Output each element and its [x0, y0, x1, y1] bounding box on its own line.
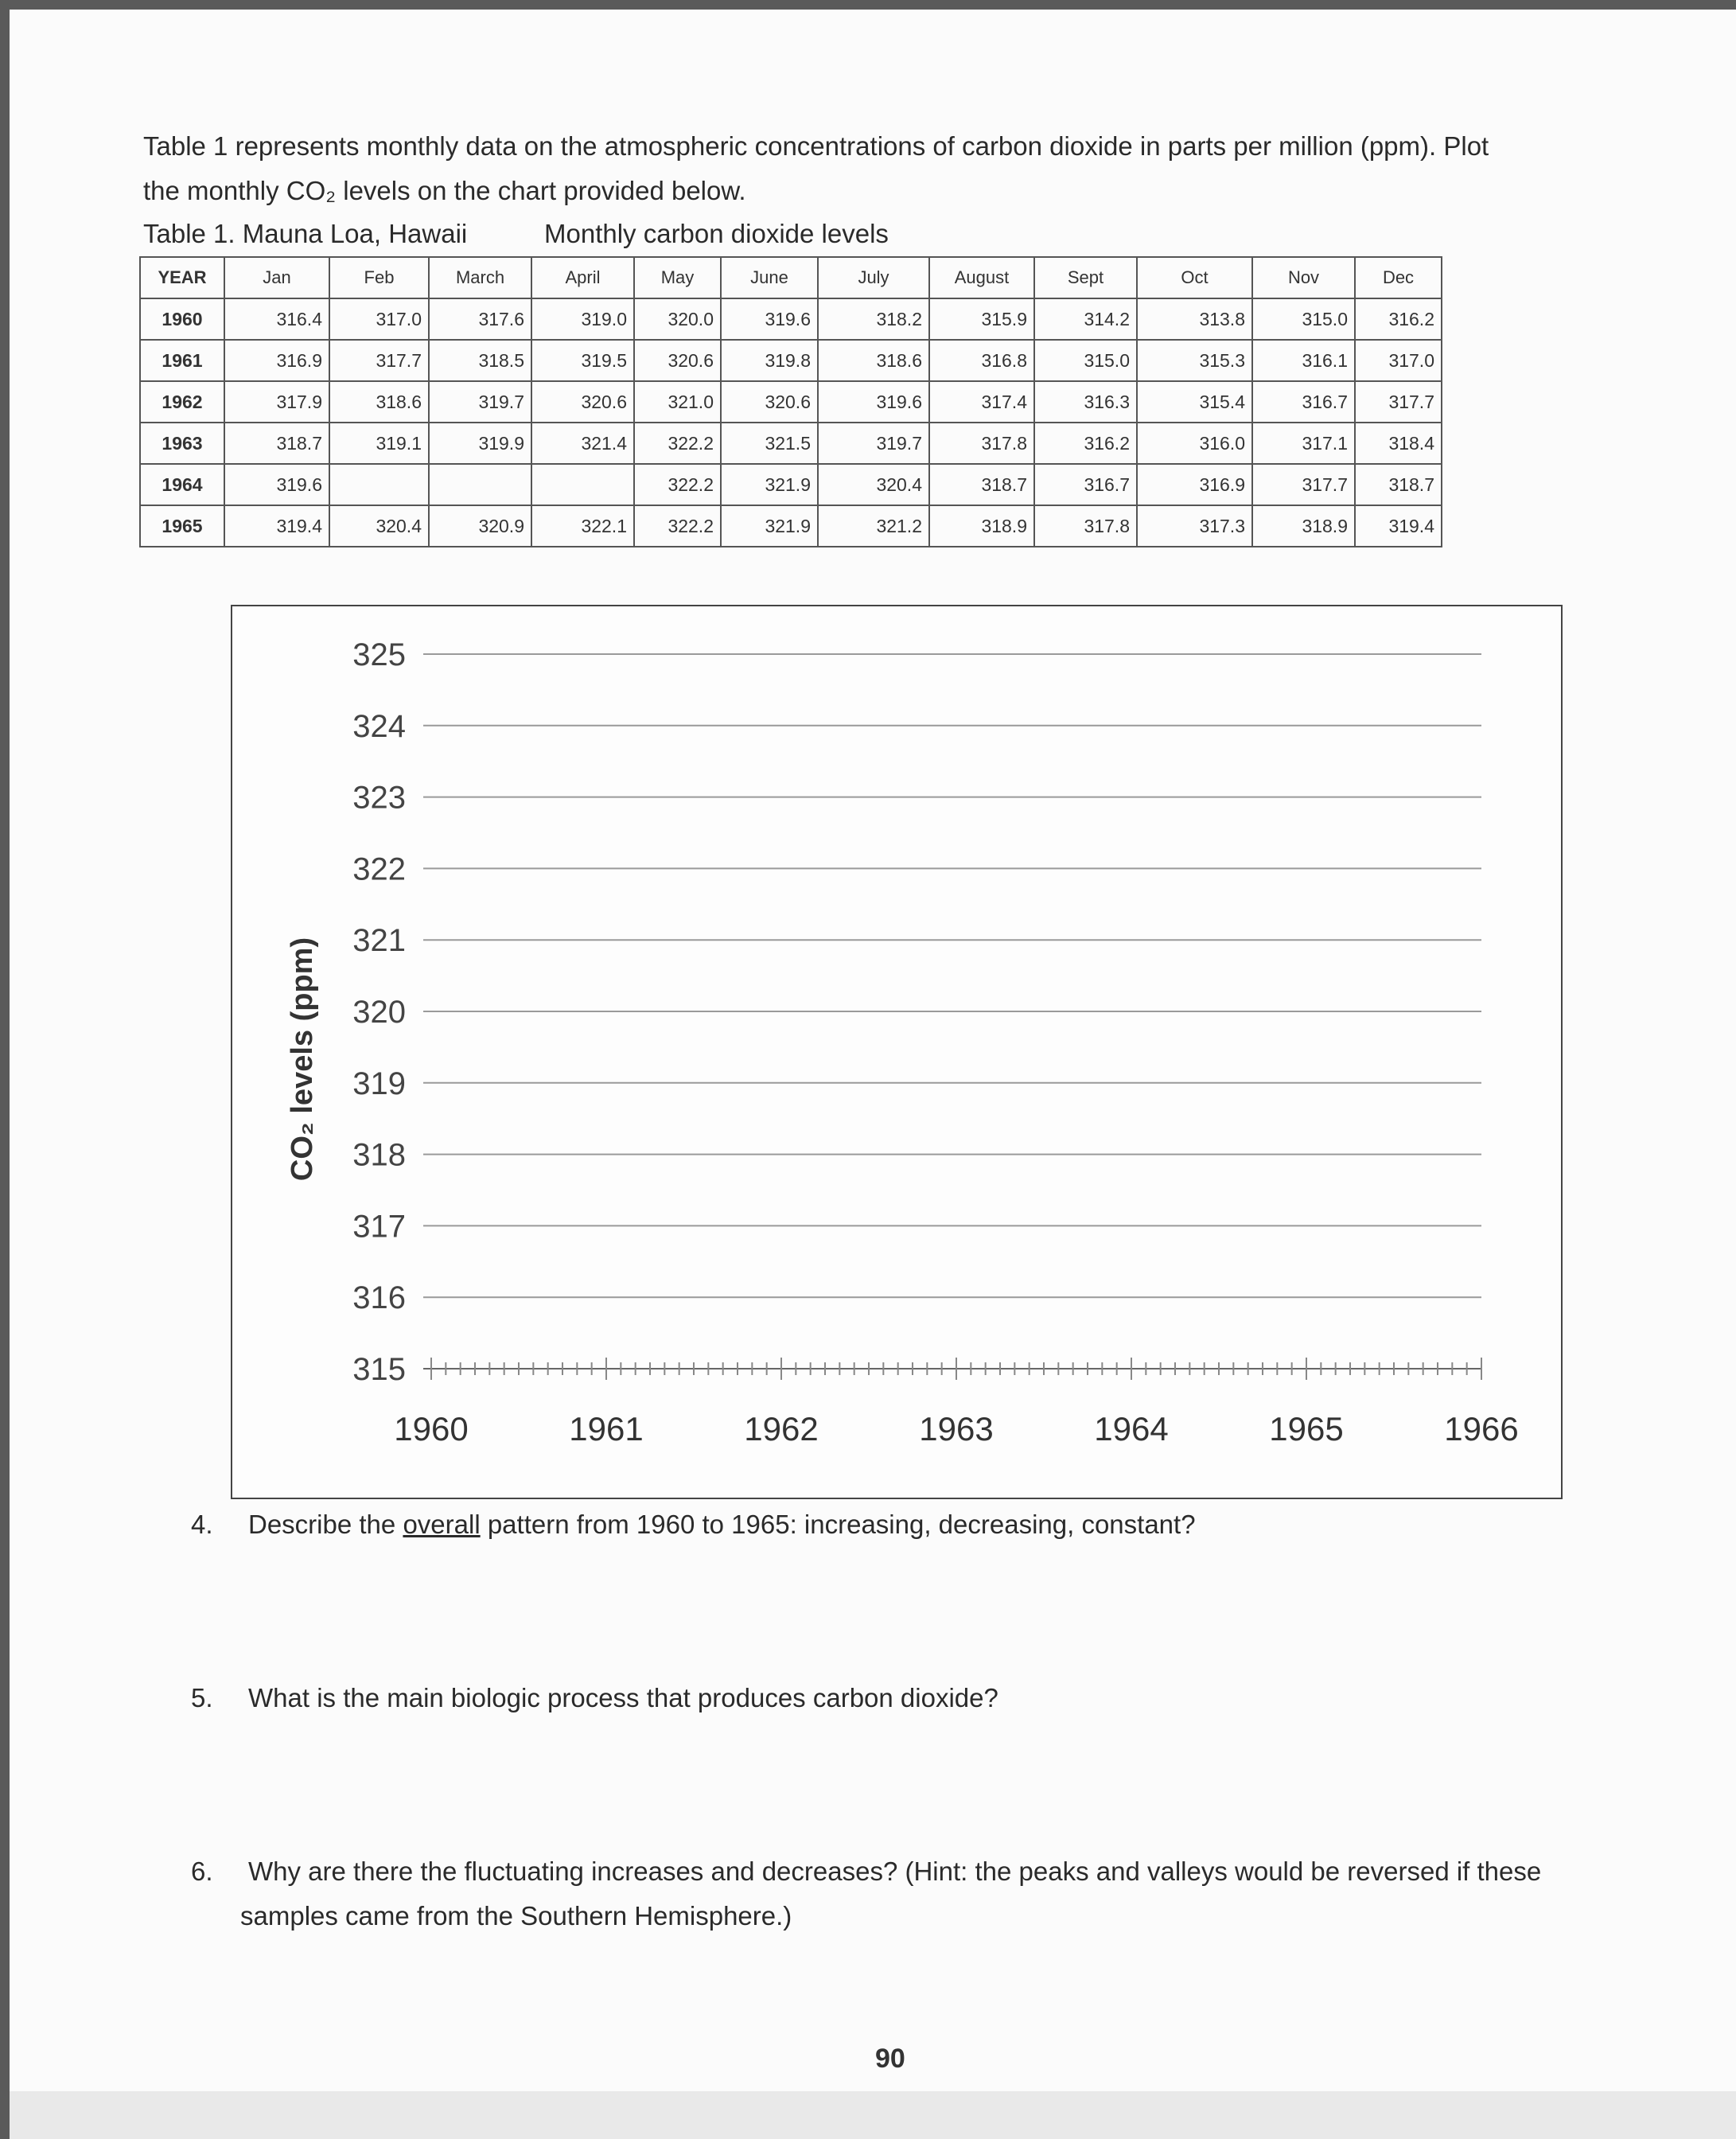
table-value-cell: 319.4: [1355, 505, 1442, 547]
question-5-text: What is the main biologic process that produces carbon dioxide?: [248, 1683, 998, 1712]
table-year-cell: 1962: [140, 381, 224, 423]
table-value-cell: 318.7: [224, 423, 329, 464]
table-value-cell: 316.7: [1252, 381, 1355, 423]
intro-text-line-1: Table 1 represents monthly data on the atmospheric concentrations of carbon dioxide in parts per million (ppm). Plot: [143, 131, 1489, 161]
table-header-cell: March: [429, 257, 531, 298]
co2-chart: [231, 605, 1563, 1499]
table-year-cell: 1965: [140, 505, 224, 547]
table-value-cell: 316.1: [1252, 340, 1355, 381]
table-value-cell: 316.9: [1137, 464, 1252, 505]
table-value-cell: 320.6: [634, 340, 721, 381]
table-value-cell: 319.7: [818, 423, 929, 464]
table-value-cell: 315.4: [1137, 381, 1252, 423]
table-value-cell: 319.4: [224, 505, 329, 547]
co2-chart-plot-area: [232, 606, 1561, 1498]
table-value-cell: 316.7: [1034, 464, 1137, 505]
table-year-cell: 1961: [140, 340, 224, 381]
table-value-cell: 317.3: [1137, 505, 1252, 547]
table-value-cell: 321.9: [721, 505, 818, 547]
table-row: [140, 298, 1442, 340]
table-value-cell: 315.9: [929, 298, 1034, 340]
table-value-cell: 322.2: [634, 423, 721, 464]
table-value-cell: 314.2: [1034, 298, 1137, 340]
table-value-cell: 315.0: [1252, 298, 1355, 340]
x-tick-label: 1963: [919, 1410, 994, 1447]
y-tick-label: 320: [352, 995, 406, 1030]
table-header-cell: Oct: [1137, 257, 1252, 298]
table-value-cell: 313.8: [1137, 298, 1252, 340]
table-value-cell: 322.2: [634, 505, 721, 547]
table-header-cell: May: [634, 257, 721, 298]
table-value-cell: 320.6: [721, 381, 818, 423]
viewer-bottom-bar: [10, 2091, 1736, 2139]
table-value-cell: 316.8: [929, 340, 1034, 381]
table-value-cell: 318.6: [329, 381, 429, 423]
table-value-cell: 317.7: [1252, 464, 1355, 505]
table-value-cell: 316.3: [1034, 381, 1137, 423]
table-header-cell: Nov: [1252, 257, 1355, 298]
table-value-cell: 318.2: [818, 298, 929, 340]
question-6-text-line-2: samples came from the Southern Hemisphere.): [240, 1901, 792, 1931]
table-header-cell: Feb: [329, 257, 429, 298]
table-header-cell: July: [818, 257, 929, 298]
table-header-cell: April: [531, 257, 634, 298]
y-tick-label: 324: [352, 708, 406, 744]
question-4-text-start: Describe the: [248, 1510, 403, 1539]
table-row: [140, 464, 1442, 505]
table-value-cell: 320.4: [818, 464, 929, 505]
table-value-cell: 316.2: [1034, 423, 1137, 464]
table-value-cell: 316.9: [224, 340, 329, 381]
table-value-cell: 317.0: [329, 298, 429, 340]
x-tick-label: 1960: [394, 1410, 469, 1447]
y-tick-label: 316: [352, 1280, 406, 1316]
table-year-cell: 1963: [140, 423, 224, 464]
table-value-cell: 317.0: [1355, 340, 1442, 381]
table-value-cell: 321.0: [634, 381, 721, 423]
table-value-cell: 319.6: [818, 381, 929, 423]
table-value-cell: 317.9: [224, 381, 329, 423]
table-value-cell: 319.6: [721, 298, 818, 340]
intro-text-line-2: the monthly CO₂ levels on the chart provided below.: [143, 176, 746, 205]
table-row: [140, 381, 1442, 423]
table-value-cell: 322.1: [531, 505, 634, 547]
table-caption-subtitle: Monthly carbon dioxide levels: [544, 219, 889, 248]
table-value-cell: 317.4: [929, 381, 1034, 423]
table-value-cell: 319.1: [329, 423, 429, 464]
table-header-cell: Dec: [1355, 257, 1442, 298]
table-value-cell: 318.5: [429, 340, 531, 381]
table-value-cell: 316.0: [1137, 423, 1252, 464]
table-value-cell: 319.7: [429, 381, 531, 423]
table-header-cell: Jan: [224, 257, 329, 298]
table-value-cell: 316.2: [1355, 298, 1442, 340]
x-tick-label: 1966: [1444, 1410, 1519, 1447]
table-value-cell: 318.9: [929, 505, 1034, 547]
y-tick-label: 323: [352, 780, 406, 816]
table-value-cell: 320.9: [429, 505, 531, 547]
table-header-cell: August: [929, 257, 1034, 298]
question-4-emphasis: overall: [403, 1510, 481, 1539]
table-value-cell: 316.4: [224, 298, 329, 340]
table-row: [140, 423, 1442, 464]
table-value-cell: 319.5: [531, 340, 634, 381]
table-value-cell: 320.0: [634, 298, 721, 340]
x-tick-label: 1962: [744, 1410, 819, 1447]
table-value-cell: 320.4: [329, 505, 429, 547]
table-value-cell: 315.3: [1137, 340, 1252, 381]
table-header-row: [140, 257, 1442, 298]
x-tick-label: 1965: [1269, 1410, 1344, 1447]
table-value-cell: 322.2: [634, 464, 721, 505]
page-number: 90: [875, 2044, 905, 2074]
y-tick-label: 322: [352, 851, 406, 887]
table-header-cell: Sept: [1034, 257, 1137, 298]
table-value-cell: 318.7: [929, 464, 1034, 505]
y-tick-label: 315: [352, 1352, 406, 1387]
table-value-cell: 318.4: [1355, 423, 1442, 464]
table-value-cell: 319.6: [224, 464, 329, 505]
table-value-cell: 319.0: [531, 298, 634, 340]
question-4-number: 4.: [191, 1510, 213, 1539]
table-value-cell: 319.8: [721, 340, 818, 381]
question-5-number: 5.: [191, 1683, 213, 1712]
table-value-cell: 318.9: [1252, 505, 1355, 547]
table-row: [140, 340, 1442, 381]
table-caption-title: Table 1. Mauna Loa, Hawaii: [143, 219, 468, 248]
table-header-cell: YEAR: [140, 257, 224, 298]
question-4-text-end: pattern from 1960 to 1965: increasing, decreasing, constant?: [480, 1510, 1196, 1539]
x-tick-label: 1964: [1094, 1410, 1169, 1447]
y-tick-label: 317: [352, 1209, 406, 1245]
table-value-cell: 321.2: [818, 505, 929, 547]
y-tick-label: 325: [352, 637, 406, 672]
co2-data-table: [139, 256, 1442, 547]
y-tick-label: 319: [352, 1066, 406, 1101]
x-tick-label: 1961: [569, 1410, 644, 1447]
y-tick-label: 318: [352, 1137, 406, 1173]
table-value-cell: [531, 464, 634, 505]
question-6-number: 6.: [191, 1857, 213, 1886]
table-value-cell: 321.4: [531, 423, 634, 464]
y-tick-label: 321: [352, 923, 406, 959]
table-value-cell: 317.8: [1034, 505, 1137, 547]
table-year-cell: 1960: [140, 298, 224, 340]
table-header-cell: June: [721, 257, 818, 298]
question-6-text-line-1: Why are there the fluctuating increases and decreases? (Hint: the peaks and valleys would be reversed if these: [248, 1857, 1542, 1886]
table-value-cell: 317.6: [429, 298, 531, 340]
y-axis-label: CO₂ levels (ppm): [286, 937, 319, 1182]
table-value-cell: 317.8: [929, 423, 1034, 464]
table-value-cell: [329, 464, 429, 505]
table-value-cell: 320.6: [531, 381, 634, 423]
table-row: [140, 505, 1442, 547]
table-value-cell: 321.5: [721, 423, 818, 464]
table-value-cell: 315.0: [1034, 340, 1137, 381]
table-value-cell: 317.7: [329, 340, 429, 381]
table-value-cell: 321.9: [721, 464, 818, 505]
table-year-cell: 1964: [140, 464, 224, 505]
table-value-cell: 319.9: [429, 423, 531, 464]
table-value-cell: 317.1: [1252, 423, 1355, 464]
table-value-cell: 318.6: [818, 340, 929, 381]
table-value-cell: 317.7: [1355, 381, 1442, 423]
table-value-cell: 318.7: [1355, 464, 1442, 505]
question-4-text: [248, 1502, 1196, 1547]
table-value-cell: [429, 464, 531, 505]
